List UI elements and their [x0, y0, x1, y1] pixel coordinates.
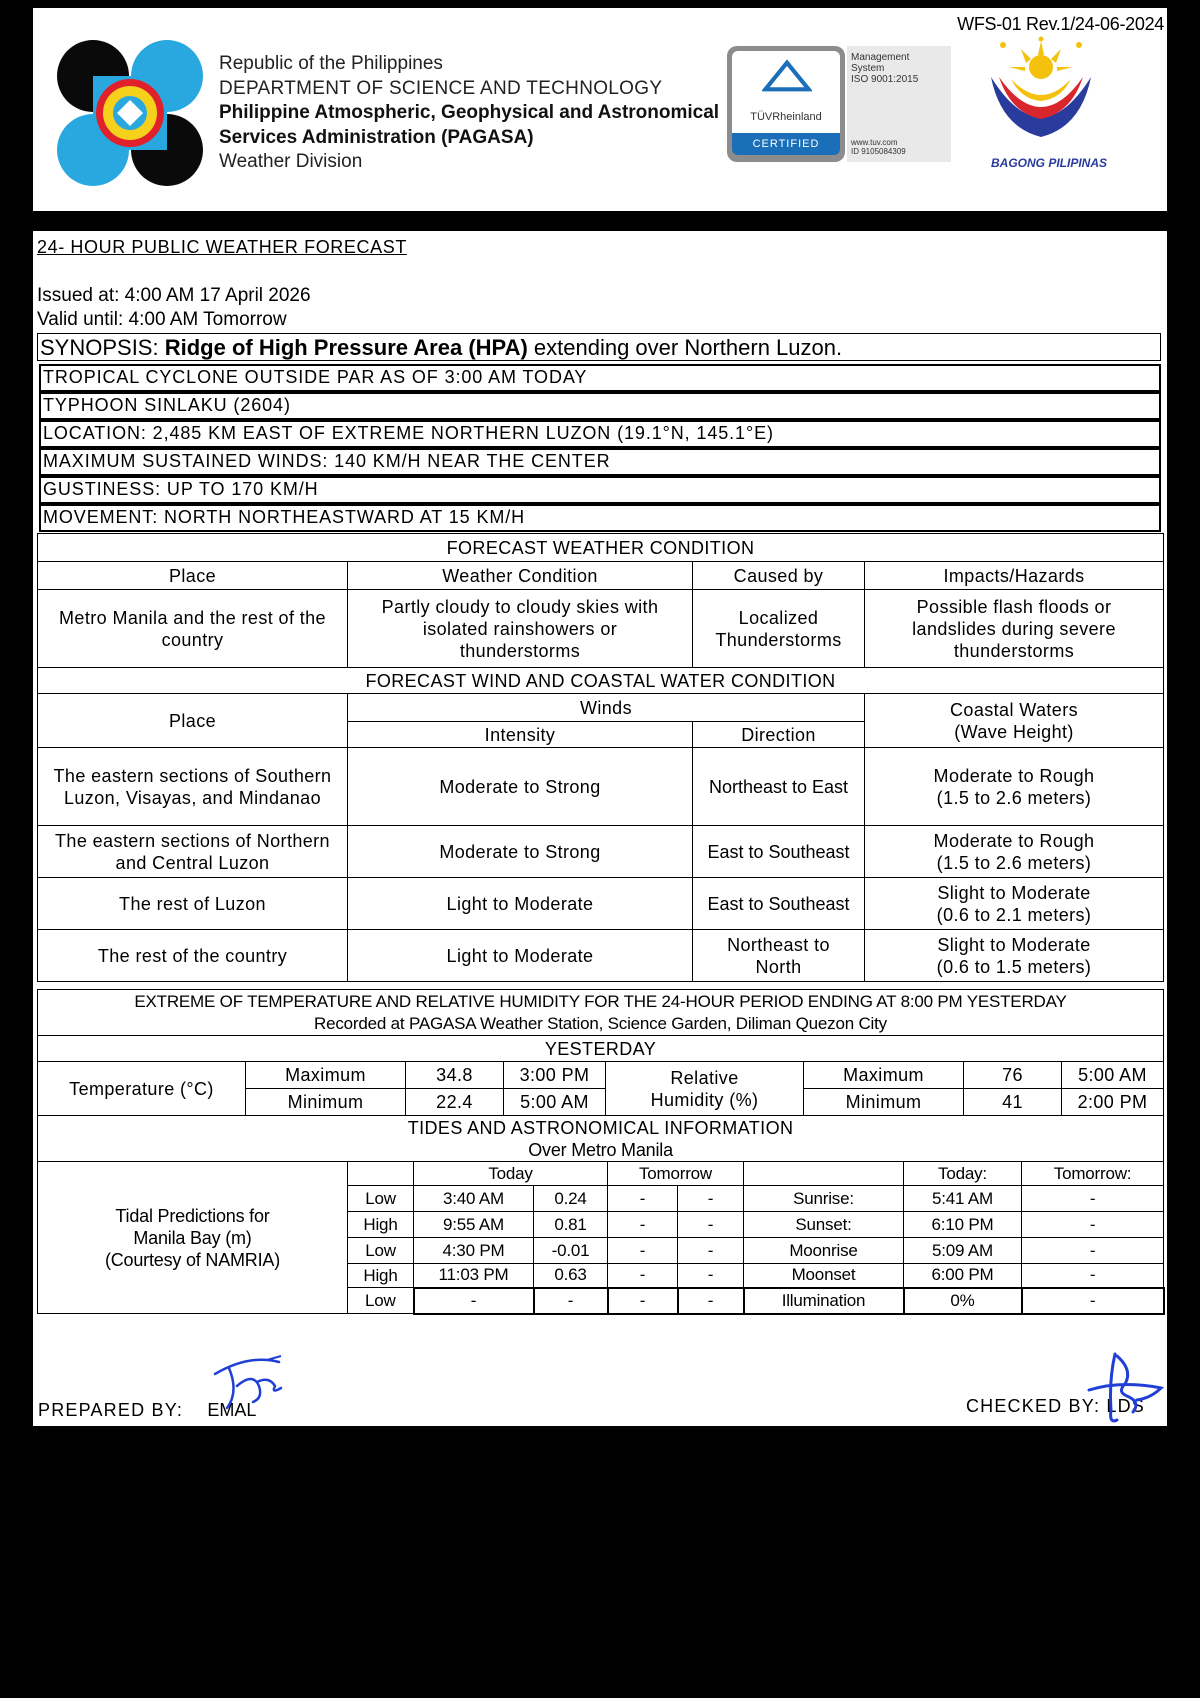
blank-cell — [744, 1162, 904, 1186]
pagasa-logo — [55, 38, 205, 188]
rh-max-time: 5:00 AM — [1062, 1062, 1164, 1089]
temp-min-value: 22.4 — [406, 1089, 504, 1116]
weather-header-impacts: Impacts/Hazards — [865, 562, 1164, 590]
tides-label: Tidal Predictions for Manila Bay (m) (Courtesy of NAMRIA) — [38, 1162, 348, 1314]
prepared-name: EMAL — [207, 1400, 257, 1420]
triangle-icon — [762, 59, 812, 93]
rh-min-label: Minimum — [804, 1089, 964, 1116]
wind-intensity: Light to Moderate — [348, 878, 693, 930]
astro-label: Moonrise — [744, 1238, 904, 1264]
cyclone-line-3: LOCATION: 2,485 KM EAST OF EXTREME NORTHERN LUZON (19.1°N, 145.1°E) — [39, 420, 1161, 448]
wave-state: Moderate to Rough — [933, 830, 1095, 851]
astro-today: 6:10 PM — [904, 1212, 1022, 1238]
astro-label: Sunrise: — [744, 1186, 904, 1212]
wind-header-direction: Direction — [693, 722, 865, 748]
agency-block — [219, 52, 719, 175]
wind-direction: Northeast to East — [693, 748, 865, 826]
table-row — [38, 878, 1164, 930]
issued-at: Issued at: 4:00 AM 17 April 2026 — [37, 285, 311, 306]
wind-header-intensity: Intensity — [348, 722, 693, 748]
temp-min-label: Minimum — [246, 1089, 406, 1116]
agency-line-3: Philippine Atmospheric, Geophysical and Astronomical — [219, 102, 720, 123]
tide-height: 0.24 — [534, 1186, 608, 1212]
tide-tomorrow-height: - — [678, 1288, 744, 1314]
yesterday-label: YESTERDAY — [38, 1036, 1164, 1062]
extremes-title-cell — [38, 990, 1164, 1036]
astro-today-header: Today: — [904, 1162, 1022, 1186]
cyclone-line-1: TROPICAL CYCLONE OUTSIDE PAR AS OF 3:00 AM TODAY — [39, 364, 1161, 392]
temp-min-time: 5:00 AM — [504, 1089, 606, 1116]
temp-max-label: Maximum — [246, 1062, 406, 1089]
tide-time: - — [414, 1288, 534, 1314]
wind-direction: East to Southeast — [693, 826, 865, 878]
tuv-web: www.tuv.com — [851, 138, 898, 147]
tides-table — [37, 1115, 1165, 1315]
sun-emblem-icon — [981, 36, 1101, 148]
wind-intensity: Moderate to Strong — [348, 826, 693, 878]
cyclone-line-5: GUSTINESS: UP TO 170 KM/H — [39, 476, 1161, 504]
tide-type: Low — [348, 1238, 414, 1264]
wind-header-winds: Winds — [348, 694, 865, 722]
wind-coastal — [865, 748, 1164, 826]
agency-line-4: Services Administration (PAGASA) — [219, 126, 534, 148]
bagong-pilipinas-logo — [963, 36, 1135, 176]
synopsis-highlight: Ridge of High Pressure Area (HPA) — [164, 335, 528, 360]
astro-today: 5:09 AM — [904, 1238, 1022, 1264]
astro-today: 6:00 PM — [904, 1264, 1022, 1288]
tides-title: TIDES AND ASTRONOMICAL INFORMATION — [407, 1117, 794, 1138]
weather-section-title: FORECAST WEATHER CONDITION — [38, 534, 1164, 562]
forecast-title: 24- HOUR PUBLIC WEATHER FORECAST — [37, 237, 407, 257]
temp-max-value: 34.8 — [406, 1062, 504, 1089]
wind-section-title: FORECAST WIND AND COASTAL WATER CONDITION — [38, 668, 1164, 694]
astro-tomorrow: - — [1022, 1288, 1164, 1314]
wind-place: The rest of the country — [38, 930, 348, 982]
wind-header-place: Place — [38, 694, 348, 748]
tides-tomorrow-header: Tomorrow — [608, 1162, 744, 1186]
wave-state: Slight to Moderate — [937, 934, 1091, 955]
rh-min-value: 41 — [964, 1089, 1062, 1116]
tuv-system-2: System — [851, 63, 885, 74]
extremes-subtitle: Recorded at PAGASA Weather Station, Science Garden, Diliman Quezon City — [314, 1013, 887, 1033]
astro-tomorrow: - — [1022, 1212, 1164, 1238]
tide-height: 0.81 — [534, 1212, 608, 1238]
wind-place: The eastern sections of Southern Luzon, Visayas, and Mindanao — [38, 748, 348, 826]
tide-tomorrow-height: - — [678, 1238, 744, 1264]
weather-cause: Localized Thunderstorms — [693, 590, 865, 668]
tuv-certification-badge — [727, 46, 951, 164]
tide-type: Low — [348, 1186, 414, 1212]
table-row — [38, 930, 1164, 982]
tide-tomorrow-height: - — [678, 1212, 744, 1238]
tide-height: 0.63 — [534, 1264, 608, 1288]
wave-height: (0.6 to 1.5 meters) — [936, 956, 1092, 977]
cyclone-line-2: TYPHOON SINLAKU (2604) — [39, 392, 1161, 420]
letterhead — [33, 8, 1167, 211]
humidity-label: Relative Humidity (%) — [606, 1062, 804, 1116]
tuv-system-1: Management — [851, 52, 910, 63]
astro-today: 0% — [904, 1288, 1022, 1314]
tide-type: High — [348, 1212, 414, 1238]
rh-min-time: 2:00 PM — [1062, 1089, 1164, 1116]
form-code: WFS-01 Rev.1/24-06-2024 — [957, 14, 1164, 34]
tide-tomorrow-height: - — [678, 1264, 744, 1288]
valid-until: Valid until: 4:00 AM Tomorrow — [37, 309, 287, 330]
tide-height: - — [534, 1288, 608, 1314]
tuv-id: ID 9105084309 — [851, 147, 906, 156]
temperature-label: Temperature (°C) — [38, 1062, 246, 1116]
wind-direction: Northeast to North — [693, 930, 865, 982]
astro-today: 5:41 AM — [904, 1186, 1022, 1212]
tides-title-cell — [38, 1116, 1164, 1162]
wind-coastal — [865, 930, 1164, 982]
weather-place: Metro Manila and the rest of the country — [38, 590, 348, 668]
tides-today-header: Today — [414, 1162, 608, 1186]
wind-place: The eastern sections of Northern and Central Luzon — [38, 826, 348, 878]
wave-height: (1.5 to 2.6 meters) — [936, 852, 1092, 873]
synopsis — [37, 333, 1161, 361]
tide-tomorrow-time: - — [608, 1186, 678, 1212]
extremes-title: EXTREME OF TEMPERATURE AND RELATIVE HUMIDITY FOR THE 24-HOUR PERIOD ENDING AT 8:00 PM YESTERDAY — [134, 991, 1067, 1011]
agency-line-5: Weather Division — [219, 151, 363, 172]
wave-height: (0.6 to 2.1 meters) — [936, 904, 1092, 925]
tide-time: 3:40 AM — [414, 1186, 534, 1212]
preparer-signature-icon — [209, 1352, 299, 1418]
astro-label: Moonset — [744, 1264, 904, 1288]
checker-signature-icon — [1081, 1350, 1167, 1426]
astro-label: Sunset: — [744, 1212, 904, 1238]
tide-tomorrow-time: - — [608, 1264, 678, 1288]
bagong-pilipinas-text: BAGONG PILIPINAS — [990, 156, 1107, 170]
wind-direction: East to Southeast — [693, 878, 865, 930]
weather-header-cause: Caused by — [693, 562, 865, 590]
tide-time: 9:55 AM — [414, 1212, 534, 1238]
prepared-label: PREPARED BY: — [38, 1400, 184, 1420]
tide-tomorrow-time: - — [608, 1238, 678, 1264]
astro-tomorrow: - — [1022, 1238, 1164, 1264]
tide-type: High — [348, 1264, 414, 1288]
synopsis-text: extending over Northern Luzon. — [527, 335, 843, 360]
wind-intensity: Light to Moderate — [348, 930, 693, 982]
astro-tomorrow: - — [1022, 1186, 1164, 1212]
agency-line-1: Republic of the Philippines — [219, 53, 443, 74]
astro-tomorrow: - — [1022, 1264, 1164, 1288]
tuv-details — [847, 46, 951, 162]
weather-header-condition: Weather Condition — [348, 562, 693, 590]
tide-tomorrow-time: - — [608, 1288, 678, 1314]
wave-state: Slight to Moderate — [937, 882, 1091, 903]
tide-height: -0.01 — [534, 1238, 608, 1264]
checked-by: CHECKED BY: LDS — [965, 1396, 1145, 1416]
wave-height: (1.5 to 2.6 meters) — [936, 787, 1092, 808]
wind-place: The rest of Luzon — [38, 878, 348, 930]
tuv-status: CERTIFIED — [732, 133, 840, 155]
rh-max-value: 76 — [964, 1062, 1062, 1089]
tide-tomorrow-time: - — [608, 1212, 678, 1238]
extremes-table — [37, 989, 1164, 1116]
cyclone-line-6: MOVEMENT: NORTH NORTHEASTWARD AT 15 KM/H — [39, 504, 1161, 532]
weather-condition: Partly cloudy to cloudy skies with isolated rainshowers or thunderstorms — [348, 590, 693, 668]
blank-cell — [348, 1162, 414, 1186]
tides-subtitle: Over Metro Manila — [528, 1139, 673, 1160]
rh-max-label: Maximum — [804, 1062, 964, 1089]
tide-tomorrow-height: - — [678, 1186, 744, 1212]
table-row — [38, 826, 1164, 878]
wind-coastal — [865, 878, 1164, 930]
tuv-system-3: ISO 9001:2015 — [851, 74, 919, 85]
cyclone-line-4: MAXIMUM SUSTAINED WINDS: 140 KM/H NEAR THE CENTER — [39, 448, 1161, 476]
astro-tomorrow-header: Tomorrow: — [1022, 1162, 1164, 1186]
tide-type: Low — [348, 1288, 414, 1314]
temp-max-time: 3:00 PM — [504, 1062, 606, 1089]
weather-impacts: Possible flash floods or landslides during severe thunderstorms — [865, 590, 1164, 668]
wind-header-coastal: Coastal Waters (Wave Height) — [865, 694, 1164, 748]
agency-line-2: DEPARTMENT OF SCIENCE AND TECHNOLOGY — [219, 77, 663, 99]
tide-time: 11:03 PM — [414, 1264, 534, 1288]
wave-state: Moderate to Rough — [933, 765, 1095, 786]
signature-block — [33, 1324, 1167, 1426]
weather-header-place: Place — [38, 562, 348, 590]
forecast-sheet — [33, 231, 1167, 1324]
astro-label: Illumination — [744, 1288, 904, 1314]
tide-time: 4:30 PM — [414, 1238, 534, 1264]
tuv-brand: TÜVRheinland — [750, 111, 822, 123]
issue-block — [37, 284, 311, 332]
table-row — [38, 748, 1164, 826]
synopsis-label: SYNOPSIS: — [40, 335, 159, 360]
wind-intensity: Moderate to Strong — [348, 748, 693, 826]
wind-coastal — [865, 826, 1164, 878]
forecast-condition-table — [37, 533, 1164, 982]
tuv-badge-frame — [727, 46, 845, 162]
